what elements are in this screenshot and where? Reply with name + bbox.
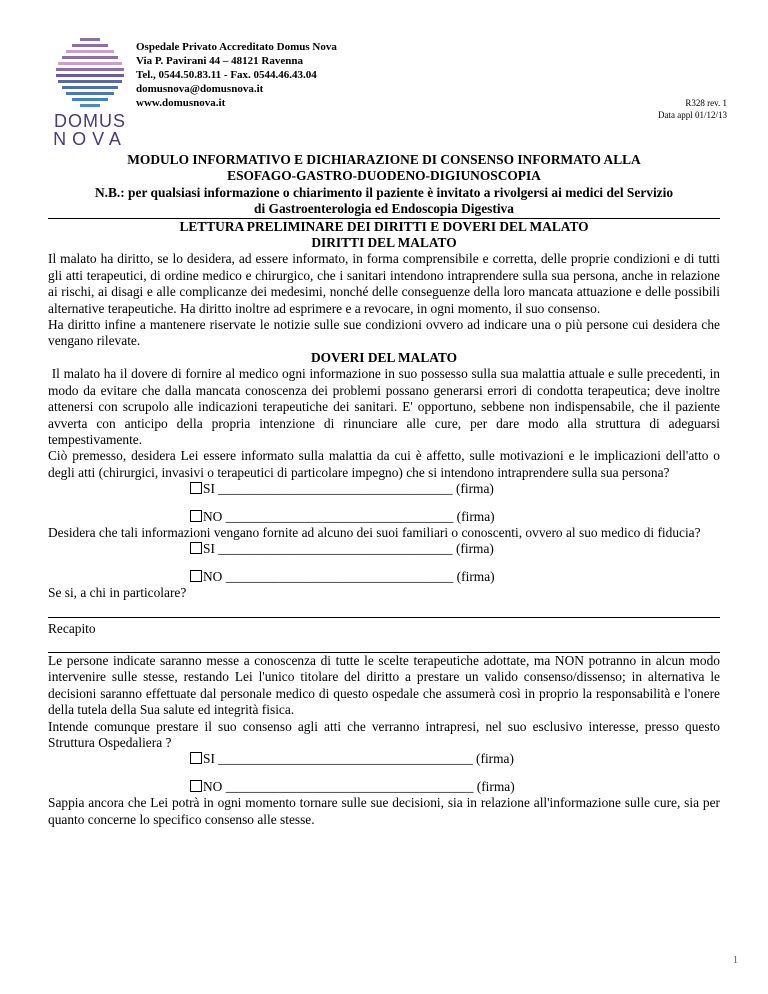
designated-persons-paragraph: Le persone indicate saranno messe a conoscenza di tutte le scelte terapeutiche adottate, ma NON potranno in alcun modo intervenire sulle stesse, restando Lei l'unico titolare del diritto a prestare un valido consenso/dissenso; in alternativa le decisioni saranno effettuate dal personale medico di questo ospedale che assumerà così in proprio la responsabilità e l'onere della tutela della Sua salute ed integrità fisica.	[48, 652, 720, 718]
nb-note-service: di Gastroenterologia ed Endoscopia Digestiva	[254, 201, 514, 217]
hospital-address: Via P. Pavirani 44 – 48121 Ravenna	[136, 55, 303, 67]
nb-note-line2	[48, 201, 720, 218]
duties-paragraph: Il malato ha il dovere di fornire al medico ogni informazione in suo possesso sulla sua malattia attuale e sulle precedenti, in modo da evitare che dalla mancata conoscenza dei problemi possano generarsi errori di condotta terapeutica; deve inoltre attenersi con scrupolo alle indicazioni terapeutiche dei sanitari. E' opportuno, sebbene non indispensabile, che il paziente avverta con anticipo della propria intenzione di rinunciare alle cure, per dare modo alla struttura di adeguarsi tempestivamente.	[48, 366, 724, 447]
page-number: 1	[733, 955, 738, 966]
document-body	[48, 152, 724, 828]
checkbox-general-yes[interactable]	[190, 752, 202, 764]
consent-general-no-row	[190, 779, 720, 795]
consent-family-yes-row	[190, 541, 720, 557]
rights-paragraph-2: Ha diritto infine a mantenere riservate le notizie sulle sue condizioni ovvero ad indicare una o più persone cui desidera che vengano rilevate.	[48, 317, 720, 349]
revocation-paragraph: Sappia ancora che Lei potrà in ogni momento tornare sulle sue decisioni, sia in relazione all'informazione sulle cure, sia per quanto concerne lo specifico consenso alle stesse.	[48, 795, 720, 827]
general-consent-question: Intende comunque prestare il suo consenso agli atti che verranno intrapresi, nel suo esclusivo interesse, presso questo Struttura Ospedaliera ?	[48, 718, 720, 750]
hospital-email: domusnova@domusnova.it	[136, 83, 264, 95]
consent-family-no-row	[190, 569, 720, 585]
section-rights-title: DIRITTI DEL MALATO	[311, 235, 457, 251]
section-duties-title: DOVERI DEL MALATO	[310, 349, 458, 365]
form-title-line1: MODULO INFORMATIVO E DICHIARAZIONE DI CONSENSO INFORMATO ALLA	[127, 152, 641, 167]
checkbox-info-yes[interactable]	[190, 482, 202, 494]
checkbox-family-no[interactable]	[190, 570, 202, 582]
hospital-phone: Tel., 0544.50.83.11 - Fax. 0544.46.43.04	[136, 69, 317, 81]
document-reference	[658, 97, 727, 121]
checkbox-family-yes[interactable]	[190, 542, 202, 554]
consent-general-yes-row	[190, 751, 720, 767]
rights-paragraph-1: Il malato ha diritto, se lo desidera, ad essere informato, in forma comprensibile e corretta, delle proprie condizioni e di tutti gli atti terapeutici, di ordine medico e chirurgico, che i sanitari intendono intraprendere sulla sua persona, anche in relazione ai rischi, ai disagi e alle complicanze dei medesimi, nonché delle conseguenze della loro mancata attuazione e delle possibili alternative terapeutiche. Ha diritto inoltre ad esprimere e a revocare, in ogni momento, il suo consenso.	[48, 251, 720, 316]
consent-general-no-label: NO _____________________________________ (firma)	[203, 778, 515, 794]
contact-label: Recapito	[48, 620, 96, 636]
consent-info-yes-label: SI ___________________________________ (firma)	[203, 481, 494, 497]
section-preliminary-title: LETTURA PRELIMINARE DEI DIRITTI E DOVERI DEL MALATO	[179, 218, 589, 234]
consent-info-no-row	[190, 509, 720, 525]
consent-info-no-label: NO __________________________________ (firma)	[203, 508, 495, 524]
consent-info-yes-row	[190, 481, 720, 497]
family-question: Desidera che tali informazioni vengano fornite ad alcuno dei suoi familiari o conoscenti, ovvero al suo medico di fiducia?	[48, 524, 701, 540]
logo-graphic-icon	[52, 38, 128, 110]
consent-general-yes-label: SI ______________________________________ (firma)	[203, 751, 514, 767]
contact-field[interactable]	[48, 637, 720, 653]
consent-family-yes-label: SI ___________________________________ (firma)	[203, 541, 494, 557]
hospital-logo	[52, 38, 128, 148]
form-title-line2: ESOFAGO-GASTRO-DUODENO-DIGIUNOSCOPIA	[227, 168, 541, 184]
who-label: Se si, a chi in particolare?	[48, 585, 187, 601]
application-date: Data appl 01/12/13	[658, 110, 727, 120]
who-field[interactable]	[48, 602, 720, 618]
consent-family-no-label: NO __________________________________ (firma)	[203, 568, 495, 584]
information-question: Ciò premesso, desidera Lei essere informato sulla malattia da cui è affetto, sulle motivazioni e le implicazioni dell'atto o degli atti (chirurgici, invasivi o terapeutici di particolare impegno) che si intendono intraprendere sulla sua persona?	[48, 448, 720, 480]
logo-text-domus: DOMUS	[54, 111, 126, 131]
checkbox-info-no[interactable]	[190, 510, 202, 522]
revision-code: R328 rev. 1	[685, 98, 727, 108]
checkbox-general-no[interactable]	[190, 780, 202, 792]
logo-text-nova: NOVA	[53, 129, 127, 149]
hospital-info	[136, 40, 337, 110]
hospital-website: www.domusnova.it	[136, 97, 226, 109]
nb-note-line1: N.B.: per qualsiasi informazione o chiarimento il paziente è invitato a rivolgersi ai medici del Servizio	[94, 184, 674, 200]
hospital-name: Ospedale Privato Accreditato Domus Nova	[136, 41, 337, 53]
